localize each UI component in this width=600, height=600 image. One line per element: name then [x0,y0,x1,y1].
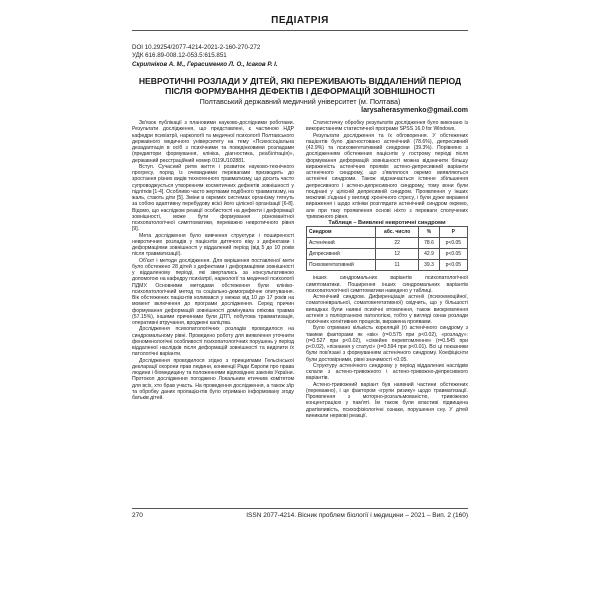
paragraph: Астенічний синдром. Диференціація астенії (психоемоційної, соматоневральної, соматовегетативної) свідчить, що у більшості випадках були наявні психічні втомлення, також виокремлення астенія з поліорганною патологією, тобто у вигляді ознак розлади психічних когнітивних процесів, виражена проявами. [306,294,468,325]
paragraph: Астено-тривожний варіант був наявний частини обстежених (переважно), і це фактором «групи ризику» щодо травматизації. Проявлення з моторно-розгальмованістю, тривожною концентрацією у пам'яті. Їм також були властиві підвищена дратівливість, психофізіологічні ознаки, порушення сну. У дітей виникали нервові реакції. [306,381,468,419]
paragraph: Статистичну обробку результатів дослідження було виконано із використанням статистичної програми SPSS 16.0 for Windows. [306,120,468,133]
journal-citation: ISSN 2077-4214. Вісник проблем біології і медицини – 2021 – Вип. 2 (160) [246,512,468,519]
paragraph: Об'єкт і методи дослідження. Для вирішення поставленої мети було обстежено 28 дітей з дефектами і деформаціями зовнішності у віддаленому періоді, які звертались за консультативною допомогою на кафедру психіатрії, наркології та медичної психології ПДМУ. Основними методами обстеження були клініко-психопатологічний метод та соціально-демографічне опитування. Вік обстежених пацієнтів коливався у межах від 10 до 17 років на момент включення до програми дослідження. Серед причин формування деформацій зовнішності домінувала опікова травма (57.15%), іншими причинами були ДТП, побутова травматизація, оперативні втручання, вроджені каліцтва. [132,257,294,326]
table-cell: Психовегетативний [307,260,376,271]
footer-rule [132,508,468,509]
table-header-cell: абс. число [375,227,418,238]
table-cell: 11 [375,260,418,271]
paragraph: інших синдромальних варіантів психопатологічної симптоматики. Поширення інших синдромальних варіантів психопатологічної симптоматики наведено у таблиці. [306,275,468,294]
left-column [132,120,294,401]
table-row [307,238,468,249]
paragraph: Вступ. Сучасний ритм життя і розвиток науково-технічного прогресу, поряд із очевидними перевагами призводить до зростання різних видів техногенного травматизму, що досить часто супроводжується утворенням косметичних дефектів зовнішності у підлітків [1-4]. Особливо часто жертвами подібного травматизму, на жаль, стають діти [5]. Зміни в окремих системах організму тягнуть за собою адаптивну перебудову всієї його цілісної організації [6-8]. Відомо, що наслідком реакції особистості на дефекти і деформації зовнішності, може бути формування різноманітної психопатологічної симптоматики, переважно невротичного рівня [9]. [132,163,294,233]
title-line-1: НЕВРОТИЧНІ РОЗЛАДИ У ДІТЕЙ, ЯКІ ПЕРЕЖИВАЮТЬ ВІДДАЛЕНИЙ ПЕРІОД [138,76,462,86]
section-header: ПЕДІАТРІЯ [271,15,329,26]
table-cell: p<0.05 [439,249,467,260]
table-cell: p<0.05 [439,260,467,271]
header-rule [132,30,468,31]
udc: УДК 616.89-008.12-053.5:615.851 [132,52,227,59]
table-header-cell: % [419,227,439,238]
table-cell: 12 [375,249,418,260]
table-header-row [307,227,468,238]
table-row [307,249,468,260]
table-title: Таблиця – Виявлені невротичні синдроми [328,220,446,226]
doi: DOI 10.29254/2077-4214-2021-2-160-270-272 [132,44,261,51]
paragraph: Результати дослідження та їх обговорення. У обстежених пацієнтів було діагностовано астенічний (78.6%), депресивний (42.9%) та психовегетативний синдроми (39.3%). Порівняно з дослідженням обстежених пацієнтів у гострому періоді після формування деформацій зовнішності можна відзначити більшу вираженість астенічних проявів: астено-депресивний варіанти астенічного синдрому, що з'являлося окремо виявляються астенічні синдроми. Також відзначається істинне збільшення депресивного і астено-депресивного синдрому, тому вони були поєднані у цілісній депресивній синдром. Проявлення у інших можливі з'єднані у вигляді хронічного стресу, і були дуже виражені вираження і щодо клініки розглядати астенічний синдром окремо, але при таку проявлення основі ніхто з переваги сполучених тривожного рівня. [306,132,468,220]
paragraph: Зв'язок публікації з плановими науково-дослідними роботами. Результати дослідження, що представлені, є частиною НДР кафедри психіатрії, наркології та медичної психології Полтавського державного медичного університету на тему «Психосоціальна дезадаптація в осіб з психічними та поведінковими розладами (предиктори формування, клініка, діагностика, реабілітація)», державний реєстраційний номер 0119U102881. [132,120,294,164]
syndromes-table [306,226,468,271]
paragraph: Було отримано кількість кореляцій (r) астенічного синдрому з такими факторами як «вік» (r=0.575 при p<0.02), «розладу»: (r=0.527 при p<0.02), «сімейне перевтомлення» (r=0.545 при p<0.02), «пізнання у статусі» (r=0.594 при p<0.01). Всі ці показники були пов'язані з формуванням астенічного синдрому. Коефіцієнти були достовірними, рівні значимості <0.05. [306,325,468,363]
table-cell: p<0.05 [439,238,467,249]
right-column [306,120,468,419]
page-number: 270 [132,512,143,519]
paragraph: Структуру астенічного синдрому у період віддалених наслідків склали з астено-тривожного і астено-тривожно-депресивного варіантів. [306,362,468,382]
paragraph: Дослідження проводилося згідно з принципами Гельсінської декларації охорони прав людини, конвенції Ради Європи про права людини і біомедицину та положеннями відповідних законів України. Протокол дослідження погоджено Локальним етичним комітетом для всіх, хто брав участь. На проведення дослідження, а також з/ір та обробку даних пропацієнтів було отримано інформовану згоду батьків дітей. [132,357,294,401]
table-cell: 39.3 [419,260,439,271]
table-cell: 42.9 [419,249,439,260]
table-row [307,260,468,271]
table-header-cell: P [439,227,467,238]
affiliation: Полтавський державний медичний університет (м. Полтава) [199,97,401,106]
table-header-cell: Синдром [307,227,376,238]
author-email: larysaherasymenko@gmail.com [361,107,468,114]
authors: Скрипніков А. М., Герасименко Л. О., Ісаков Р. І. [132,61,278,68]
table-cell: Депресивний [307,249,376,260]
table-cell: 78.6 [419,238,439,249]
title-line-2: ПІСЛЯ ФОРМУВАННЯ ДЕФЕКТІВ І ДЕФОРМАЦІЙ ЗОВНІШНОСТІ [165,85,435,96]
table-cell: Астенічний [307,238,376,249]
paragraph: Мета дослідження було вивчення структури і поширеності невротичних розладів у пацієнтів дитячого віку з дефектами і деформаціями зовнішності у віддалений період (від 5 до 10 років після травматизації). [132,232,294,258]
article-title [132,77,468,96]
paragraph: Дослідження психопатологічних розладів проводилося на синдромальному рівні. Проведено роботу для виявлення уточнити феноменологічні особливості психопатологічних порушень у період віддаленої наслідків після деформацій зовнішності та виділити їх патологічні варіанти. [132,326,294,358]
table-cell: 22 [375,238,418,249]
